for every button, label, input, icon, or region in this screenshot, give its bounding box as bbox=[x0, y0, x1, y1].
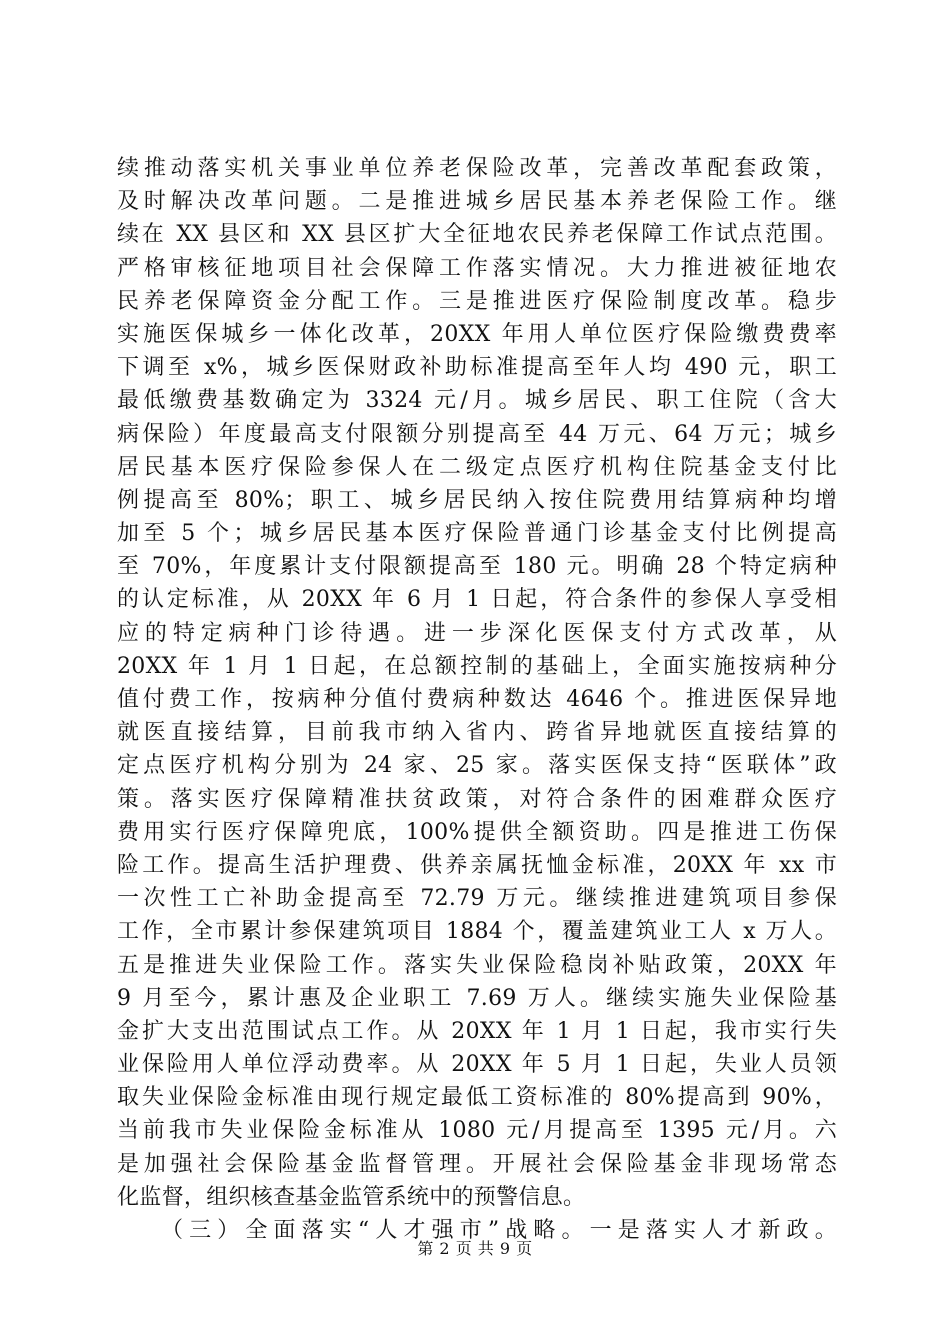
section-heading-line: （三）全面落实“人才强市”战略。一是落实人才新政。 bbox=[161, 1218, 837, 1243]
page-number-footer: 第 2 页 共 9 页 bbox=[417, 1239, 533, 1258]
text-line: 值付费工作，按病种分值付费病种数达 4646 个。推进医保异地 bbox=[117, 687, 837, 712]
text-line: 民养老保障资金分配工作。三是推进医疗保险制度改革。稳步 bbox=[117, 288, 837, 314]
text-line: 病保险）年度最高支付限额分别提高至 44 万元、64 万元；城乡 bbox=[117, 421, 837, 447]
text-line: 最低缴费基数确定为 3324 元/月。城乡居民、职工住院（含大 bbox=[117, 388, 837, 414]
text-line: 工作，全市累计参保建筑项目 1884 个，覆盖建筑业工人 x 万人。 bbox=[117, 919, 837, 945]
text-line: 至 70%，年度累计支付限额提高至 180 元。明确 28 个特定病种 bbox=[117, 554, 837, 580]
paragraph-end-line: 化监督，组织核查基金监管系统中的预警信息。 bbox=[117, 1184, 586, 1210]
text-line: 定点医疗机构分别为 24 家、25 家。落实医保支持“医联体”政 bbox=[117, 753, 837, 779]
text-line: 20XX 年 1 月 1 日起，在总额控制的基础上，全面实施按病种分 bbox=[117, 653, 837, 679]
text-line: 五是推进失业保险工作。落实失业保险稳岗补贴政策，20XX 年 bbox=[117, 952, 837, 978]
text-line: 及时解决改革问题。二是推进城乡居民基本养老保险工作。继 bbox=[117, 189, 837, 215]
text-line: 例提高至 80%；职工、城乡居民纳入按住院费用结算病种均增 bbox=[117, 487, 837, 513]
text-line: 是加强社会保险基金监督管理。开展社会保险基金非现场常态 bbox=[117, 1151, 837, 1177]
text-line: 续推动落实机关事业单位养老保险改革，完善改革配套政策， bbox=[117, 156, 837, 181]
text-line: 实施医保城乡一体化改革，20XX 年用人单位医疗保险缴费费率 bbox=[117, 321, 837, 347]
text-line: 金扩大支出范围试点工作。从 20XX 年 1 月 1 日起，我市实行失 bbox=[117, 1018, 837, 1044]
text-line: 居民基本医疗保险参保人在二级定点医疗机构住院基金支付比 bbox=[117, 454, 837, 480]
text-line: 取失业保险金标准由现行规定最低工资标准的 80%提高到 90%， bbox=[117, 1085, 837, 1111]
text-line: 费用实行医疗保障兜底，100%提供全额资助。四是推进工伤保 bbox=[117, 819, 837, 845]
text-line: 下调至 x%，城乡医保财政补助标准提高至年人均 490 元，职工 bbox=[117, 355, 837, 381]
text-line: 策。落实医疗保障精准扶贫政策，对符合条件的困难群众医疗 bbox=[117, 786, 837, 812]
text-line: 9 月至今，累计惠及企业职工 7.69 万人。继续实施失业保险基 bbox=[117, 985, 837, 1011]
text-line: 严格审核征地项目社会保障工作落实情况。大力推进被征地农 bbox=[117, 255, 837, 281]
text-line: 险工作。提高生活护理费、供养亲属抚恤金标准，20XX 年 xx 市 bbox=[117, 852, 837, 878]
text-line: 当前我市失业保险金标准从 1080 元/月提高至 1395 元/月。六 bbox=[117, 1118, 837, 1144]
body-text bbox=[117, 152, 837, 1247]
text-line: 业保险用人单位浮动费率。从 20XX 年 5 月 1 日起，失业人员领 bbox=[117, 1052, 837, 1078]
text-line: 应的特定病种门诊待遇。进一步深化医保支付方式改革，从 bbox=[117, 620, 837, 646]
text-line: 续在 XX 县区和 XX 县区扩大全征地农民养老保障工作试点范围。 bbox=[117, 222, 837, 248]
text-line: 一次性工亡补助金提高至 72.79 万元。继续推进建筑项目参保 bbox=[117, 886, 837, 912]
text-line: 的认定标准，从 20XX 年 6 月 1 日起，符合条件的参保人享受相 bbox=[117, 587, 837, 613]
text-line: 加至 5 个；城乡居民基本医疗保险普通门诊基金支付比例提高 bbox=[117, 521, 837, 547]
text-line: 就医直接结算，目前我市纳入省内、跨省异地就医直接结算的 bbox=[117, 720, 837, 746]
